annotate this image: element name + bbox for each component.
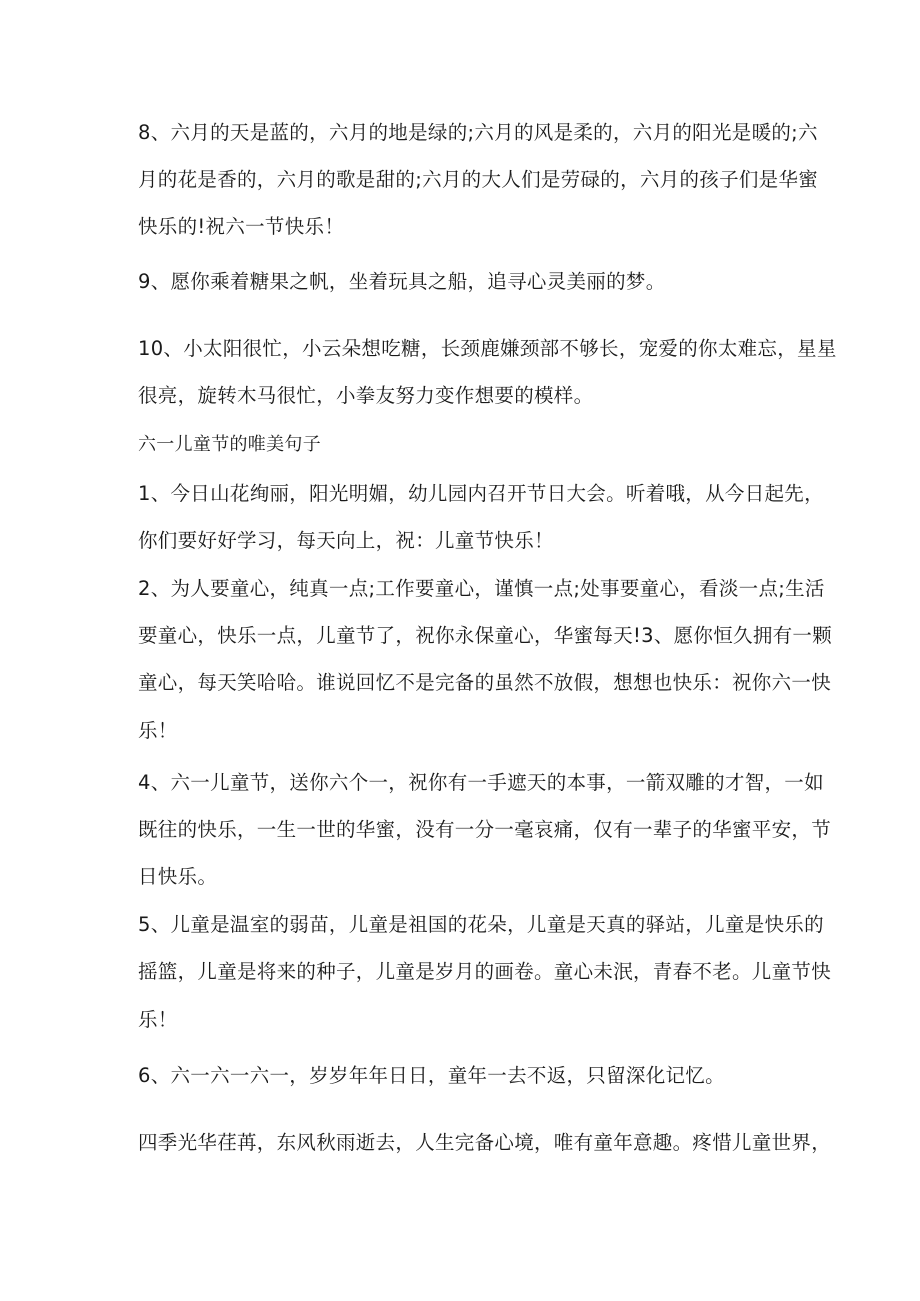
paragraph-8-line-3: 快乐的!祝六一节快乐！ <box>138 215 345 238</box>
quote-1-line-2: 你们要好好学习，每天向上，祝：儿童节快乐！ <box>138 529 554 552</box>
quote-2-line-4: 乐！ <box>138 719 178 742</box>
paragraph-8-line-2: 月的花是香的，六月的歌是甜的;六月的大人们是劳碌的，六月的孩子们是华蜜 <box>138 168 819 191</box>
tail-paragraph-line-1: 四季光华荏苒，东风秋雨逝去，人生完备心境，唯有童年意趣。疼惜儿童世界， <box>138 1131 832 1154</box>
paragraph-8-line-1: 8、六月的天是蓝的，六月的地是绿的;六月的风是柔的，六月的阳光是暖的;六 <box>138 121 818 144</box>
quote-5-line-2: 摇篮，儿童是将来的种子，儿童是岁月的画卷。童心未泯，青春不老。儿童节快 <box>138 960 832 983</box>
quote-4-line-1: 4、六一儿童节，送你六个一，祝你有一手遮天的本事，一箭双雕的才智，一如 <box>138 771 824 794</box>
paragraph-10-line-1: 10、小太阳很忙，小云朵想吃糖，长颈鹿嫌颈部不够长，宠爱的你太难忘，星星 <box>138 337 837 360</box>
quote-5-line-1: 5、儿童是温室的弱苗，儿童是祖国的花朵，儿童是天真的驿站，儿童是快乐的 <box>138 913 824 936</box>
quote-4-line-3: 日快乐。 <box>138 865 218 888</box>
quote-5-line-3: 乐！ <box>138 1008 178 1031</box>
paragraph-9-line-1: 9、愿你乘着糖果之帆，坐着玩具之船，追寻心灵美丽的梦。 <box>138 270 666 293</box>
quote-2-line-3: 童心，每天笑哈哈。谁说回忆不是完备的虽然不放假，想想也快乐：祝你六一快 <box>138 671 832 694</box>
quote-2-line-2: 要童心，快乐一点，儿童节了，祝你永保童心，华蜜每天!3、愿你恒久拥有一颗 <box>138 624 833 647</box>
quote-4-line-2: 既往的快乐，一生一世的华蜜，没有一分一毫哀痛，仅有一辈子的华蜜平安，节 <box>138 818 832 841</box>
quote-1-line-1: 1、今日山花绚丽，阳光明媚，幼儿园内召开节日大会。听着哦，从今日起先， <box>138 482 824 505</box>
quote-2-line-1: 2、为人要童心，纯真一点;工作要童心，谨慎一点;处事要童心，看淡一点;生活 <box>138 577 825 600</box>
paragraph-10-line-2: 很亮，旋转木马很忙，小拳友努力变作想要的模样。 <box>138 384 594 407</box>
section-heading: 六一儿童节的唯美句子 <box>138 434 321 455</box>
quote-6-line-1: 6、六一六一六一，岁岁年年日日，童年一去不返，只留深化记忆。 <box>138 1064 725 1087</box>
